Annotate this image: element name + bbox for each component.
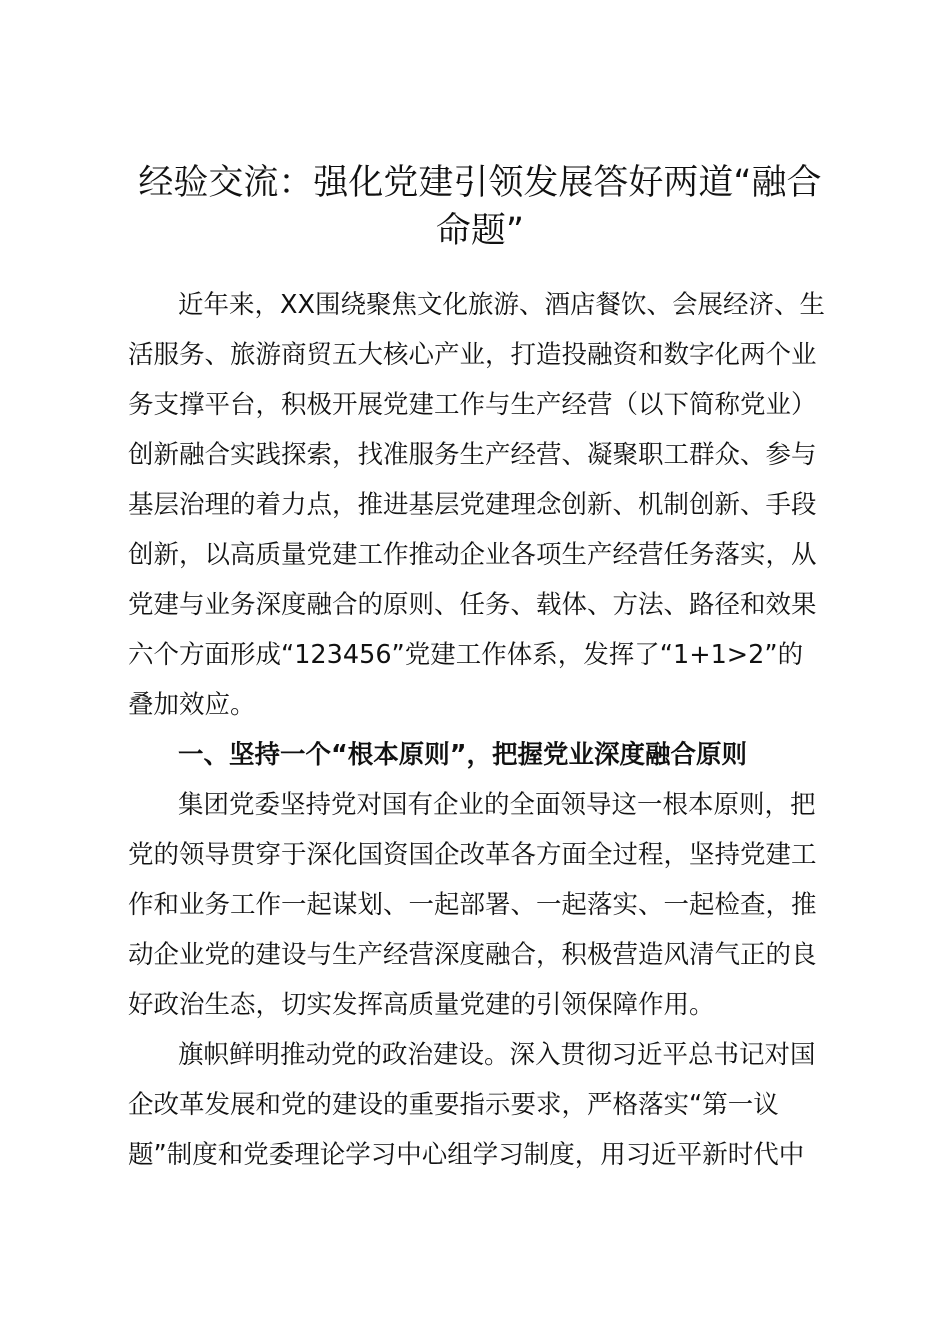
paragraph-2-line: 作和业务工作一起谋划、一起部署、一起落实、一起检查，推 [128, 890, 817, 920]
paragraph-1-line: 六个方面形成“123456”党建工作体系，发挥了“1+1>2”的 [128, 640, 804, 670]
paragraph-1-line: 务支撑平台，积极开展党建工作与生产经营（以下简称党业） [128, 390, 817, 420]
paragraph-1-line: 叠加效应。 [128, 690, 256, 720]
paragraph-2-line: 党的领导贯穿于深化国资国企改革各方面全过程，坚持党建工 [128, 840, 817, 870]
paragraph-1-line: 党建与业务深度融合的原则、任务、载体、方法、路径和效果 [128, 590, 817, 620]
paragraph-3-line: 旗帜鲜明推动党的政治建设。深入贯彻习近平总书记对国 [178, 1040, 816, 1070]
paragraph-1-line: 活服务、旅游商贸五大核心产业，打造投融资和数字化两个业 [128, 340, 817, 370]
paragraph-2-line: 集团党委坚持党对国有企业的全面领导这一根本原则，把 [178, 790, 816, 820]
paragraph-1-line: 创新融合实践探索，找准服务生产经营、凝聚职工群众、参与 [128, 440, 817, 470]
paragraph-3-line: 企改革发展和党的建设的重要指示要求，严格落实“第一议 [128, 1090, 779, 1120]
paragraph-1-line: 基层治理的着力点，推进基层党建理念创新、机制创新、手段 [128, 490, 817, 520]
paragraph-2-line: 好政治生态，切实发挥高质量党建的引领保障作用。 [128, 990, 715, 1020]
document-title-line-2: 命题” [435, 211, 525, 251]
document-title-line-1: 经验交流：强化党建引领发展答好两道“融合 [138, 163, 822, 203]
section-heading: 一、坚持一个“根本原则”，把握党业深度融合原则 [178, 740, 748, 770]
paragraph-1-line: 创新，以高质量党建工作推动企业各项生产经营任务落实，从 [128, 540, 817, 570]
paragraph-3-line: 题”制度和党委理论学习中心组学习制度，用习近平新时代中 [128, 1140, 805, 1170]
paragraph-2-line: 动企业党的建设与生产经营深度融合，积极营造风清气正的良 [128, 940, 817, 970]
paragraph-1-line: 近年来，XX围绕聚焦文化旅游、酒店餐饮、会展经济、生 [178, 290, 825, 320]
